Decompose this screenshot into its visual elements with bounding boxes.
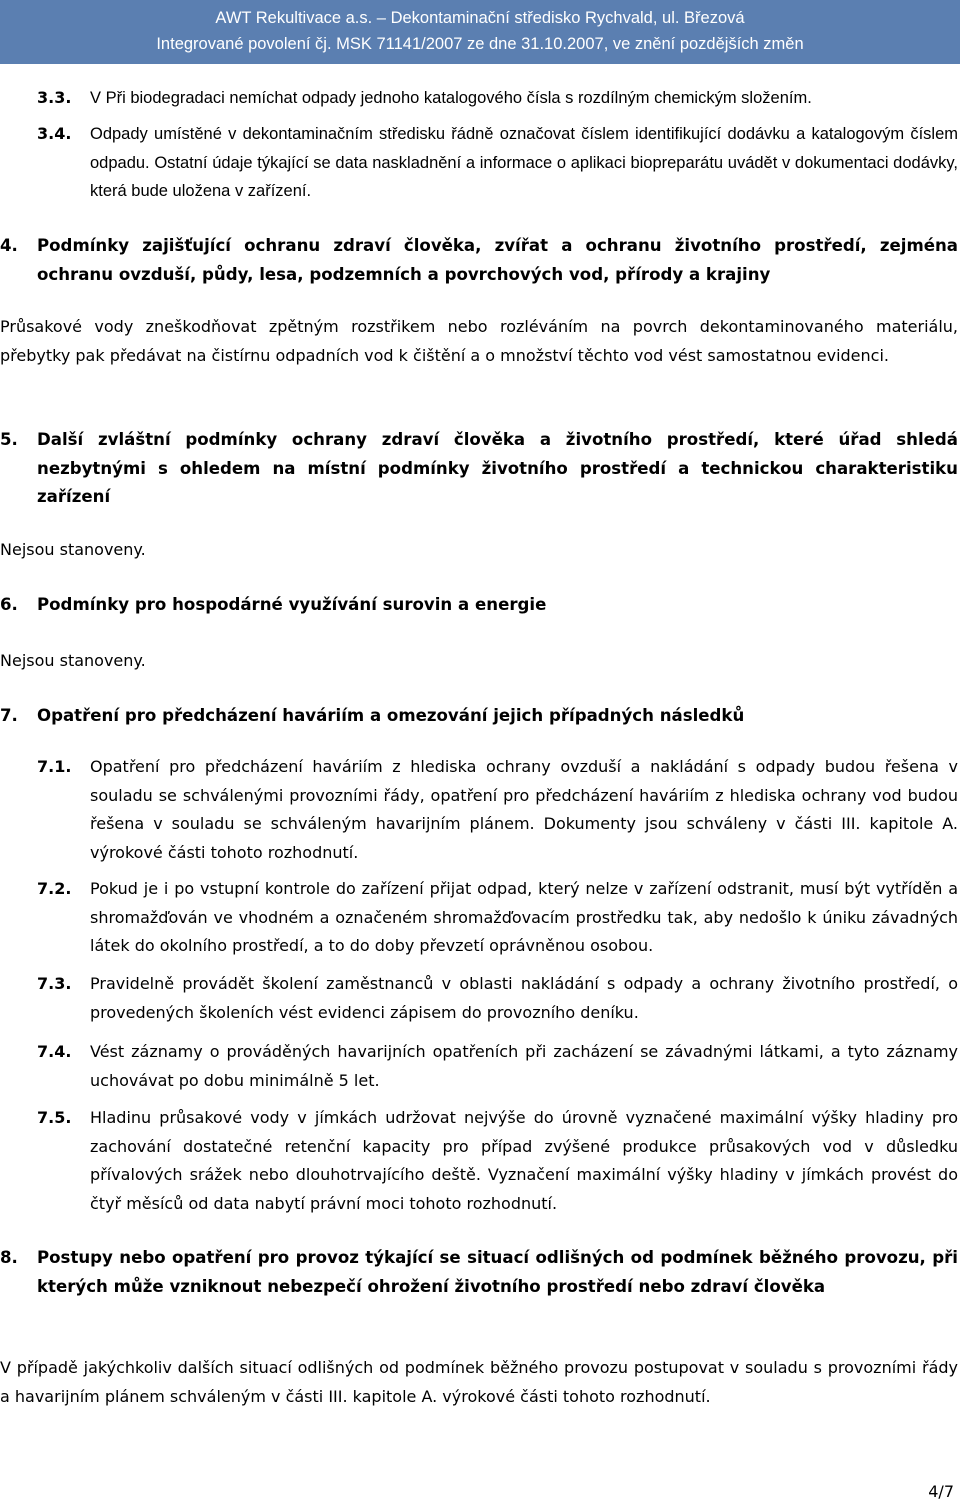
section-title-5: Další zvláštní podmínky ochrany zdraví člověka a životního prostředí, které úřad shledá nezbytnými s ohledem na místní podmínky životního prostředí a technickou charakteristiku zařízení [37,430,958,506]
section-heading-5 [0,426,958,512]
section-number-7-4: 7.4. [37,1042,72,1061]
section-text-7-2: Pokud je i po vstupní kontrole do zařízení přijat odpad, který nelze v zařízení odstranit, musí být vytříděn a shromažďován ve vhodném a označeném shromažďovacím prostředku tak, aby nedošlo k úniku závadných látek do okolního prostředí, a to do doby převzetí oprávněnou osobou. [90,879,958,955]
document-header [0,0,960,64]
section-text-7-1: Opatření pro předcházení haváriím z hlediska ochrany ovzduší a nakládání s odpady budou řešena v souladu se schválenými provozními řády, opatření pro předcházení haváriím z hlediska ochrany vod budou řešena v souladu se schváleným havarijním plánem. Dokumenty jsou schváleny v části III. kapitole A. výrokové části tohoto rozhodnutí. [90,757,958,862]
section-heading-8 [0,1244,958,1301]
section-number-3-3: 3.3. [37,88,72,107]
section-number-8: 8. [0,1248,18,1267]
section-number-6: 6. [0,595,18,614]
header-line-1: AWT Rekultivace a.s. – Dekontaminační středisko Rychvald, ul. Březová [215,9,745,27]
section-number-7-3: 7.3. [37,974,72,993]
section-number-7-5: 7.5. [37,1108,72,1127]
section-text-7-5: Hladinu průsakové vody v jímkách udržovat nejvýše do úrovně vyznačené maximální výšky hladiny pro zachování dostatečné retenční kapacity pro případ zvýšené produkce průsakových vod v důsledku přívalových srážek nebo dlouhotrvajícího deště. Vyznačení maximální výšky hladiny v jímkách provést do čtyř měsíců od data nabytí právní moci tohoto rozhodnutí. [90,1108,958,1213]
section-text-3-4: Odpady umístěné v dekontaminačním středisku řádně označovat číslem identifikující dodávku a katalogovým číslem odpadu. Ostatní údaje týkající se data naskladnění a informace o aplikaci biopreparátu uvádět v dokumentaci dodávky, která bude uložena v zařízení. [90,125,958,200]
section-title-6: Podmínky pro hospodárné využívání surovin a energie [37,595,547,614]
section-number-4: 4. [0,236,18,255]
section-heading-4 [0,232,958,289]
section-body-5: Nejsou stanoveny. [0,540,146,559]
header-line-2: Integrované povolení čj. MSK 71141/2007 ze dne 31.10.2007, ve znění pozdějších změn [156,35,804,53]
section-heading-7 [0,702,958,731]
section-text-7-4: Vést záznamy o prováděných havarijních opatřeních při zacházení se závadnými látkami, a tyto záznamy uchovávat po dobu minimálně 5 let. [90,1042,958,1090]
section-number-7-1: 7.1. [37,757,72,776]
section-title-8: Postupy nebo opatření pro provoz týkající se situací odlišných od podmínek běžného provozu, při kterých může vzniknout nebezpečí ohrožení životního prostředí nebo zdraví člověka [37,1248,958,1296]
section-number-7-2: 7.2. [37,879,72,898]
section-body-4: Průsakové vody zneškodňovat zpětným rozstřikem nebo rozléváním na povrch dekontaminovaného materiálu, přebytky pak předávat na čistírnu odpadních vod k čištění a o množství těchto vod vést samostatnou evidenci. [0,317,958,365]
page-number: 4/7 [928,1482,954,1501]
section-number-7: 7. [0,706,18,725]
section-number-3-4: 3.4. [37,124,72,143]
section-title-7: Opatření pro předcházení haváriím a omezování jejich případných následků [37,706,745,725]
section-text-3-3: V Při biodegradaci nemíchat odpady jednoho katalogového čísla s rozdílným chemickým složením. [90,89,812,107]
section-heading-6 [0,591,958,620]
section-text-7-3: Pravidelně provádět školení zaměstnanců v oblasti nakládání s odpady a ochrany životního prostředí, o provedených školeních vést evidenci zápisem do provozního deníku. [90,974,958,1022]
section-body-8: V případě jakýchkoliv dalších situací odlišných od podmínek běžného provozu postupovat v souladu s provozními řády a havarijním plánem schváleným v části III. kapitole A. výrokové části tohoto rozhodnutí. [0,1358,958,1406]
section-body-6: Nejsou stanoveny. [0,651,146,670]
section-title-4: Podmínky zajišťující ochranu zdraví člověka, zvířat a ochranu životního prostředí, zejména ochranu ovzduší, půdy, lesa, podzemních a povrchových vod, přírody a krajiny [37,236,958,284]
section-number-5: 5. [0,430,18,449]
